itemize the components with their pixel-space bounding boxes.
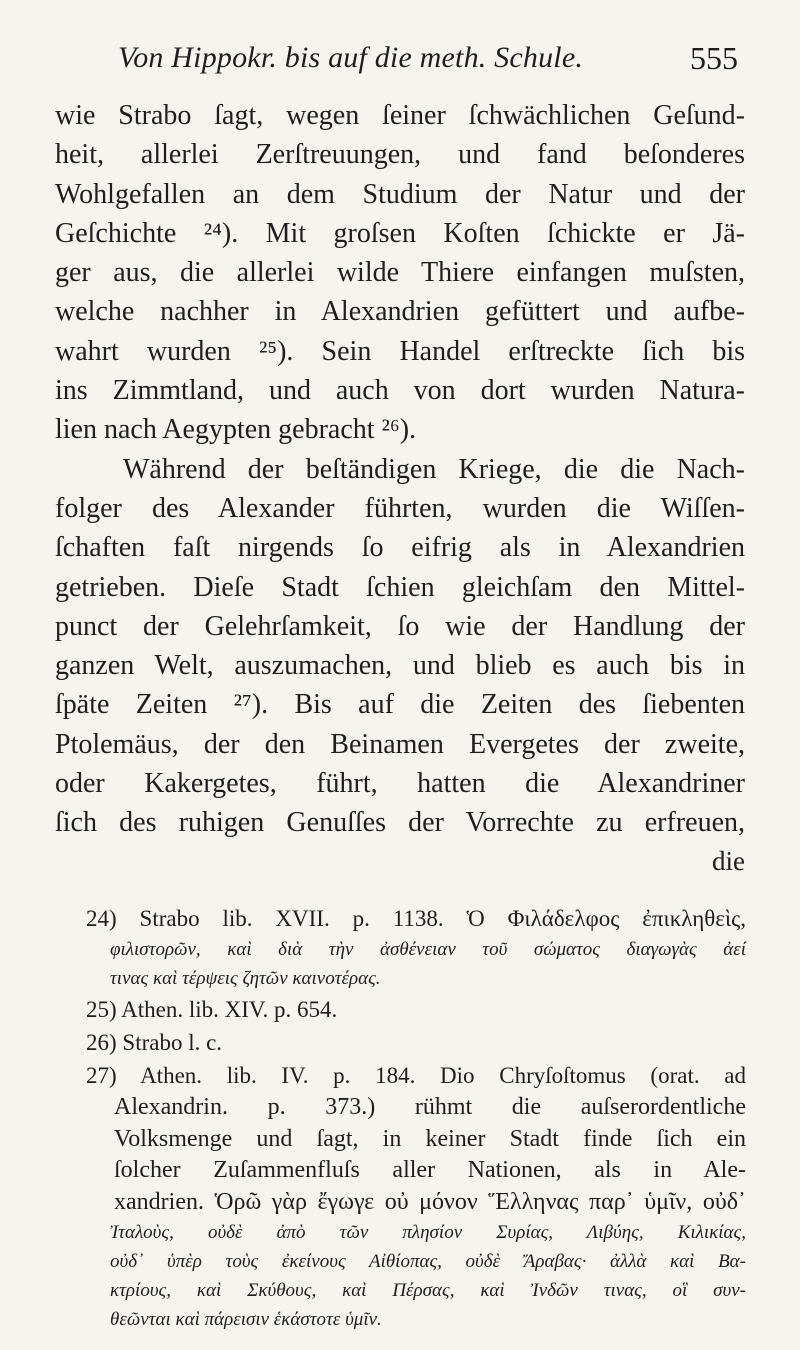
footnote-line: κτρίους, καὶ Σκύθους, καὶ Πέρσας, καὶ Ἰνδῶν τινας, οἳ συν- [110,1280,746,1301]
page-number: 555 [690,40,738,76]
text-line: Ptolemäus, der den Beinamen Evergetes der zweite, [55,728,745,760]
text-line: getrieben. Dieſe Stadt ſchien gleichſam den Mittel- [55,571,745,603]
footnote-line: ſolcher Zuſammenfluſs aller Nationen, als in Ale- [114,1157,746,1183]
text-line: oder Kakergetes, führt, hatten die Alexandriner [55,768,745,800]
footnote-line: 26) Strabo l. c. [86,1030,223,1055]
text-line: Wohlgefallen an dem Studium der Natur und der [55,178,745,210]
footnote-line: φιλιστορῶν, καὶ διὰ τὴν ἀσθένειαν τοῦ σώματος διαγωγὰς ἀεί [110,939,746,960]
text-line: wahrt wurden ²⁵). Sein Handel erſtreckte ſich bis [55,335,745,367]
footnote-line: 24) Strabo lib. XVII. p. 1138. Ὁ Φιλάδελφος ἐπικληθεὶς, [86,906,746,931]
text-line: punct der Gelehrſamkeit, ſo wie der Handlung der [55,610,745,642]
footnote-line: 27) Athen. lib. IV. p. 184. Dio Chryſoſtomus (orat. ad [86,1063,746,1088]
text-line: ſchaften faſt nirgends ſo eifrig als in Alexandrien [55,532,745,564]
text-line: wie Strabo ſagt, wegen ſeiner ſchwächlichen Geſund- [55,100,745,131]
footnote-line: 25) Athen. lib. XIV. p. 654. [86,997,338,1022]
text-line: folger des Alexander führten, wurden die Wiſſen- [55,492,745,524]
text-line: ſich des ruhigen Genuſſes der Vorrechte zu erfreuen, [55,807,745,839]
text-line: ger aus, die allerlei wilde Thiere einfangen muſsten, [55,257,745,289]
text-line: ins Zimmtland, und auch von dort wurden Natura- [55,375,745,407]
footnote-line: οὐδ᾽ ὑπὲρ τοὺς ἐκείνους Αἰθίοπας, οὐδὲ Ἄραβας· ἀλλὰ καὶ Βα- [110,1251,746,1272]
footnote-line: Volksmenge und ſagt, in keiner Stadt finde ſich ein [114,1125,746,1152]
footnote-line: Ἰταλοὺς, οὐδὲ ἀπὸ τῶν πλησίον Συρίας, Λιβύης, Κιλικίας, [110,1222,746,1243]
text-line: Geſchichte ²⁴). Mit groſsen Koſten ſchickte er Jä- [55,217,745,249]
footnote-line: xandrien. Ὁρῶ γὰρ ἔγωγε οὐ μόνον Ἕλληνας παρ᾽ ὑμῖν, οὐδ᾽ [114,1188,746,1215]
footnote-line: Alexandrin. p. 373.) rühmt die auſserordentliche [114,1094,746,1120]
footnote-line: θεῶνται καὶ πάρεισιν ἑκάστοτε ὑμῖν. [110,1309,382,1330]
page-header [118,38,738,78]
text-line: ganzen Welt, auszumachen, und blieb es auch bis in [55,650,745,682]
catchword: die [712,845,745,876]
footnotes [86,902,746,1334]
text-line: Während der beſtändigen Kriege, die die Nach- [123,453,745,485]
text-line: lien nach Aegypten gebracht ²⁶). [55,414,417,446]
running-title: Von Hippokr. bis auf die meth. Schule. [118,41,584,74]
footnote-line: τινας καὶ τέρψεις ζητῶν καινοτέρας. [110,968,381,989]
text-line: welche nachher in Alexandrien gefüttert und aufbe- [55,296,745,328]
main-text [55,96,745,879]
text-line: ſpäte Zeiten ²⁷). Bis auf die Zeiten des ſiebenten [55,689,745,721]
text-line: heit, allerlei Zerſtreuungen, und fand beſonderes [55,139,745,171]
